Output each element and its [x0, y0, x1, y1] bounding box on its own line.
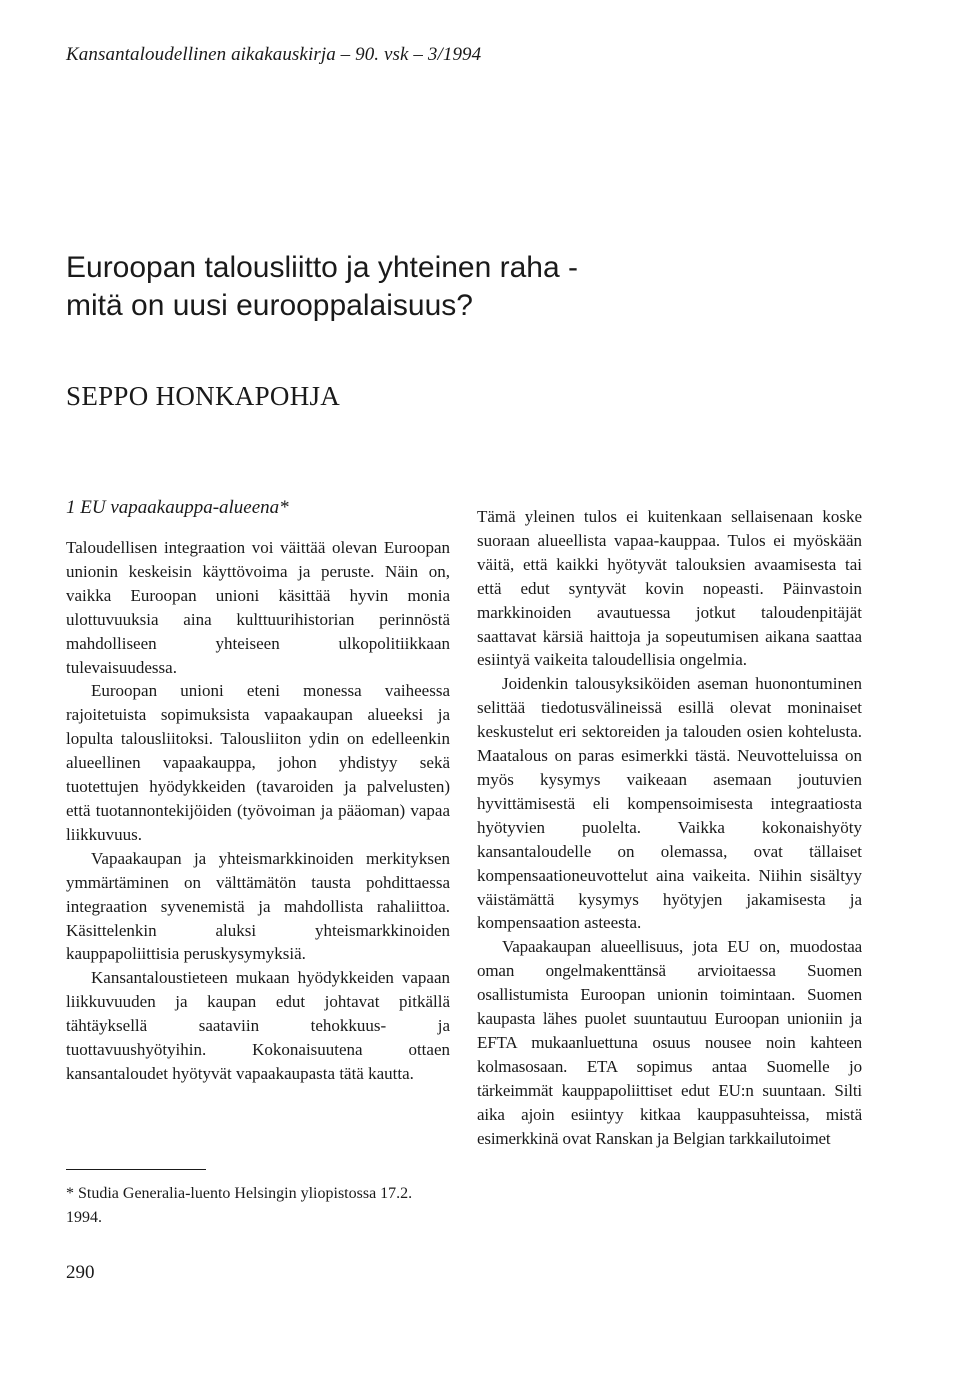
- running-head: Kansantaloudellinen aikakauskirja – 90. vsk – 3/1994: [66, 44, 482, 65]
- left-paragraph-2: Euroopan unioni eteni monessa vaiheessa rajoitetuista sopimuksista vapaakaupan alueeksi ja lopulta talousliitoksi. Talousliiton ydin on edelleenkin alueellinen vapaakauppa, johon yhdistyy sekä tuotettujen hyödykkeiden (tavaroiden ja palvelusten) että tuotannontekijöiden (työvoiman ja pääoman) vapaa liikkuvuus.: [66, 681, 450, 844]
- footnote-rule: [66, 1169, 206, 1170]
- article-title: [66, 249, 706, 325]
- footnote: * Studia Generalia-luento Helsingin yliopistossa 17.2. 1994.: [66, 1185, 413, 1226]
- left-column: [66, 496, 450, 1086]
- article-title-line-1: Euroopan talousliitto ja yhteinen raha -: [66, 251, 578, 284]
- right-column: [477, 505, 862, 1150]
- page-number: 290: [66, 1262, 95, 1283]
- section-heading: 1 EU vapaakauppa-alueena*: [66, 497, 289, 518]
- article-title-line-2: mitä on uusi eurooppalaisuus?: [66, 289, 473, 322]
- left-paragraph-1: Taloudellisen integraation voi väittää olevan Euroopan unionin keskeisin käyttövoima ja peruste. Näin on, vaikka Euroopan unioni käsittää hyvin monia ulottuvuuksia aina kulttuurihistorian perinnöstä mahdolliseen yhteiseen ulkopolitiikkaan tulevaisuudessa.: [66, 538, 450, 677]
- left-paragraph-3: Vapaakaupan ja yhteismarkkinoiden merkityksen ymmärtäminen on välttämätön tausta pohdittaessa integraation syvenemistä ja mahdollista rahaliittoa. Käsittelenkin aluksi yhteismarkkinoiden kauppapoliittisia peruskysymyksiä.: [66, 848, 450, 964]
- right-paragraph-3: Vapaakaupan alueellisuus, jota EU on, muodostaa oman ongelmakenttänsä arvioitaessa Suomen osallistumista Euroopan unionin toimintaan. Suomen kaupasta lähes puolet suuntautuu Euroopan unioniin ja EFTA mukaanluettuna osuus nousee noin kahteen kolmasosaan. ETA sopimus antaa Suomelle jo tärkeimmät kauppapoliittiset edut EU:n suuntaan. Silti aika ajoin esiintyy kitkaa kauppasuhteissa, mistä esimerkkinä ovat Ranskan ja Belgian tarkkailutoimet: [477, 937, 862, 1148]
- left-paragraph-4: Kansantaloustieteen mukaan hyödykkeiden vapaan liikkuvuuden ja kaupan edut johtavat pitkällä tähtäyksellä saataviin tehokkuus- ja tuottavuushyötyihin. Kokonaisuutena ottaen kansantaloudet hyötyvät vapaakaupasta tätä kautta.: [66, 968, 450, 1083]
- right-paragraph-1: Tämä yleinen tulos ei kuitenkaan sellaisenaan koske suoraan alueellista vapaa-kauppaa. Tulos ei myöskään väitä, että kaikki hyötyvät talouksien avaamisesta tai että edut syntyvät kovin nopeasti. Päinvastoin markkinoiden avautuessa jotkut taloudenpitäjät saattavat kärsiä haittoja ja sopeutumisen aikana saattaa esiintyä vaikeita taloudellisia ongelmia.: [477, 507, 862, 670]
- author-name: SEPPO HONKAPOHJA: [66, 381, 341, 411]
- right-paragraph-2: Joidenkin talousyksiköiden aseman huonontuminen selittää tiedotusvälineissä esillä olevat moninaiset keskustelut eri sektoreiden ja talouden osien kohtelusta. Maatalous on paras esimerkki tästä. Neuvotteluissa on myös kysymys vaikeaan asemaan joutuvien hyvittämisestä eli kompensoimisesta integraatiosta hyötyvien puolelta. Vaikka kokonaishyöty kansantaloudelle on olemassa, ovat tällaiset kompensaationeuvottelut aina vaikeita. Niihin sisältyy väistämättä kysymys hyötyjen jakamisesta ja kompensaation asteesta.: [477, 674, 862, 933]
